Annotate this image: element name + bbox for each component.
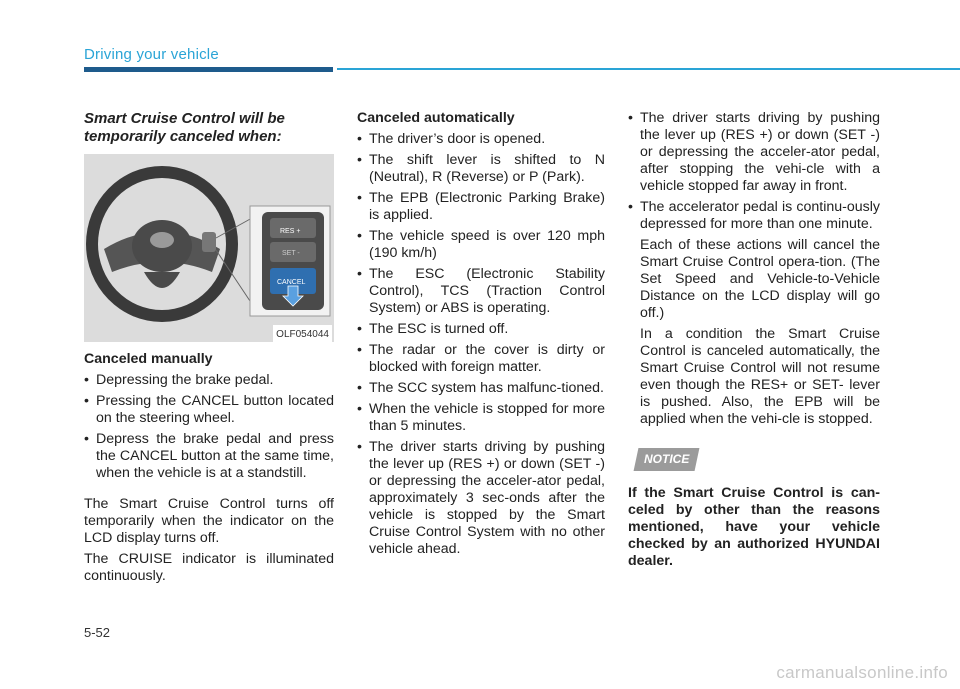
paragraph: Each of these actions will cancel the Smart Cruise Control opera-tion. (The Set Speed and Vehicle-to-Vehicle Distance on the LCD display will go off.) (640, 237, 880, 321)
svg-text:RES +: RES + (280, 228, 301, 235)
column-right (628, 110, 880, 574)
list-item: • The ESC (Electronic Stability Control), TCS (Traction Control System) or ABS is operating. (357, 266, 605, 317)
list-item: • The SCC system has malfunc-tioned. (357, 380, 605, 397)
list-item: • The accelerator pedal is continu-ously depressed for more than one minute. (628, 199, 880, 233)
notice-badge (634, 448, 700, 471)
header-rule-light (337, 68, 960, 70)
auto-list (357, 131, 605, 558)
steering-wheel-illustration (84, 154, 334, 342)
list-item: • The vehicle speed is over 120 mph (190 km/h) (357, 228, 605, 262)
list-item: • The driver starts driving by pushing the lever up (RES +) or down (SET -) or depressing the acceler-ator pedal, approximately 3 sec-onds after the vehicle is stopped by the Smart Cruise Control System with no other vehicle ahead. (357, 439, 605, 558)
notice-text: If the Smart Cruise Control is can-celed by other than the reasons mentioned, have your vehicle checked by an authorized HYUNDAI dealer. (628, 485, 880, 569)
subsection-title: Smart Cruise Control will be temporarily canceled when: (84, 110, 285, 145)
auto-heading: Canceled automatically (357, 110, 515, 126)
figure-code: OLF054044 (273, 325, 332, 344)
list-item: • Pressing the CANCEL button located on the steering wheel. (84, 393, 334, 427)
paragraph: The CRUISE indicator is illuminated continuously. (84, 551, 334, 584)
paragraph: In a condition the Smart Cruise Control is canceled automatically, the Smart Cruise Control will not resume even though the RES+ or SET- lever is pushed. Also, the EPB will be applied when the vehi-cle is stopped. (640, 326, 880, 427)
list-item: • The radar or the cover is dirty or blocked with foreign matter. (357, 342, 605, 376)
list-item: • The driver’s door is opened. (357, 131, 605, 148)
auto-list-continued (628, 110, 880, 233)
header-rule-dark (84, 67, 333, 72)
column-left (84, 110, 334, 589)
steering-wheel-figure (84, 154, 334, 342)
list-item: • When the vehicle is stopped for more than 5 minutes. (357, 401, 605, 435)
list-item: • The EPB (Electronic Parking Brake) is applied. (357, 190, 605, 224)
notice-label: NOTICE (644, 452, 690, 466)
list-item: • Depressing the brake pedal. (84, 372, 334, 389)
paragraph: The Smart Cruise Control turns off temporarily when the indicator on the LCD display turns off. (84, 496, 334, 546)
svg-text:SET -: SET - (282, 250, 300, 257)
manual-list (84, 372, 334, 482)
list-item: • The shift lever is shifted to N (Neutral), R (Reverse) or P (Park). (357, 152, 605, 186)
list-item: • The ESC is turned off. (357, 321, 605, 338)
column-middle (357, 110, 605, 562)
svg-text:CANCEL: CANCEL (277, 279, 306, 286)
page-number: 5-52 (84, 625, 111, 640)
watermark: carmanualsonline.info (776, 663, 948, 682)
section-header: Driving your vehicle (84, 46, 219, 63)
list-item: • The driver starts driving by pushing the lever up (RES +) or down (SET -) or depressing the acceler-ator pedal, after stopping the vehi-cle with a vehicle stopped far away in front. (628, 110, 880, 195)
list-item: • Depress the brake pedal and press the CANCEL button at the same time, when the vehicle is at a standstill. (84, 431, 334, 482)
manual-heading: Canceled manually (84, 351, 213, 367)
